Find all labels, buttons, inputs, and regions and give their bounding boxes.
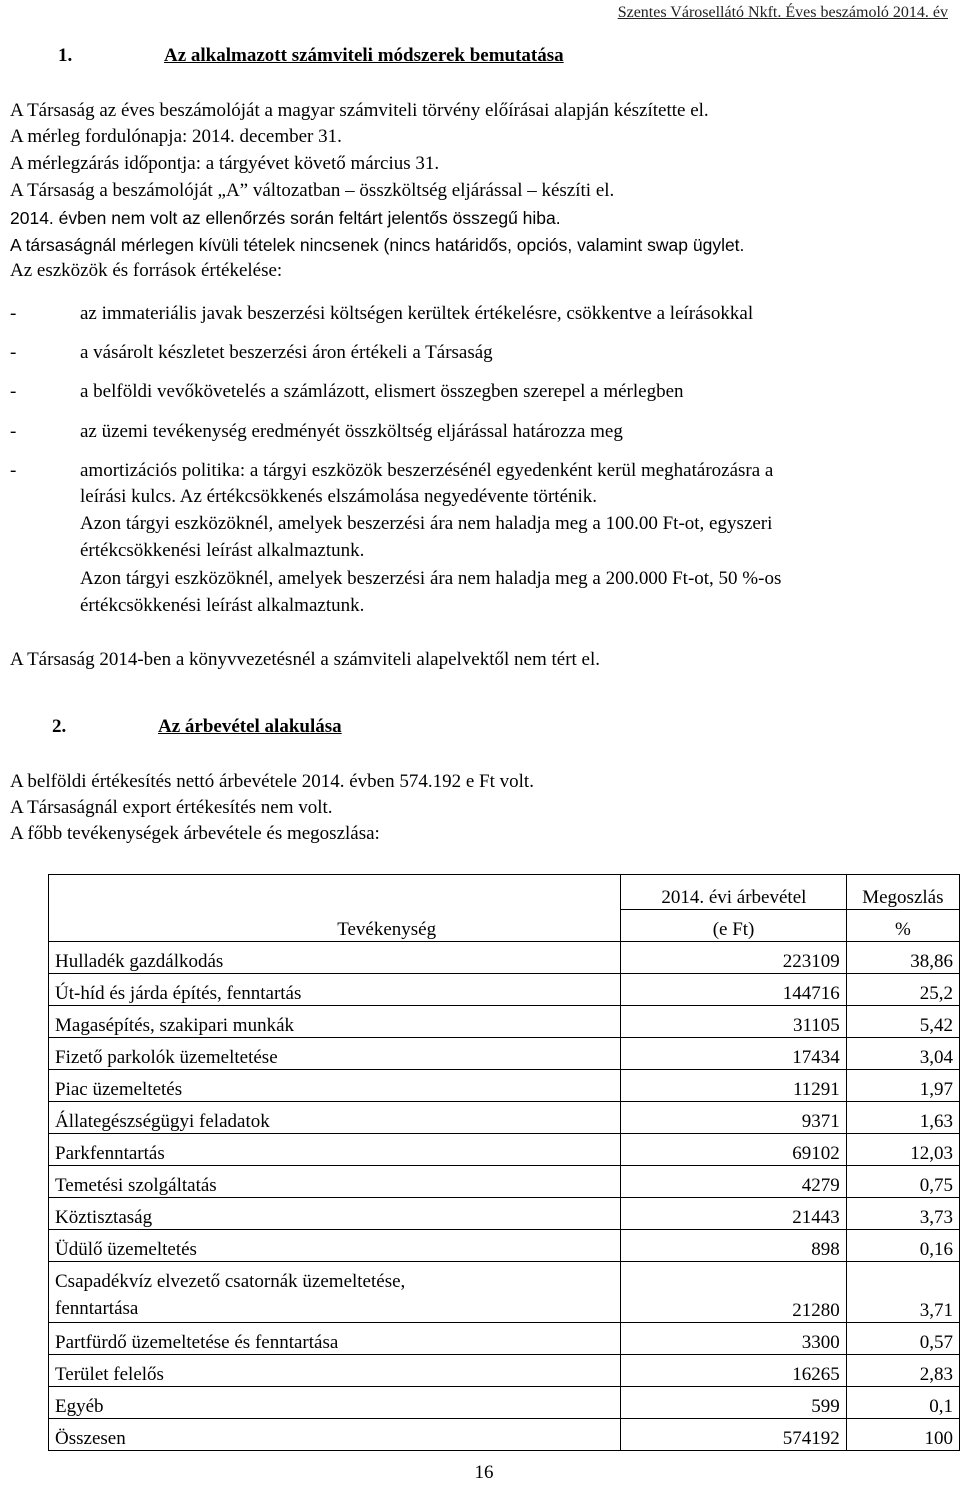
share-value: 2,83 (846, 1355, 959, 1387)
revenue-value: 3300 (621, 1323, 846, 1355)
table-total-row (49, 1419, 960, 1451)
table-row (49, 974, 960, 1006)
bullet-marker: - (10, 421, 17, 442)
revenue-value: 16265 (621, 1355, 846, 1387)
share-value: 3,71 (846, 1262, 959, 1323)
paragraph: A Társaság az éves beszámolóját a magyar számviteli törvény előírásai alapján készítette el. (10, 100, 709, 121)
activity-name: Fizető parkolók üzemeltetése (49, 1038, 621, 1070)
share-value: 100 (846, 1419, 959, 1451)
share-value: 25,2 (846, 974, 959, 1006)
activity-name: Parkfenntartás (49, 1134, 621, 1166)
bullet-item: a vásárolt készletet beszerzési áron értékeli a Társaság (80, 342, 493, 363)
activity-name: Összesen (49, 1419, 621, 1451)
paragraph: A Társaság a beszámolóját „A” változatban – összköltség eljárással – készíti el. (10, 180, 615, 201)
revenue-value: 223109 (621, 942, 846, 974)
section-1-number: 1. (58, 45, 73, 66)
table-header-cell: (e Ft) (621, 910, 846, 942)
share-value: 1,97 (846, 1070, 959, 1102)
revenue-value: 21280 (621, 1262, 846, 1323)
bullet-item: a belföldi vevőkövetelés a számlázott, elismert összegben szerepel a mérlegben (80, 381, 684, 402)
share-value: 38,86 (846, 942, 959, 974)
paragraph: A Társaságnál export értékesítés nem volt. (10, 797, 333, 818)
activity-name: Hulladék gazdálkodás (49, 942, 621, 974)
table-row (49, 1102, 960, 1134)
paragraph: Az eszközök és források értékelése: (10, 260, 283, 281)
revenue-value: 599 (621, 1387, 846, 1419)
activity-name: Üdülő üzemeltetés (49, 1230, 621, 1262)
section-1-heading: Az alkalmazott számviteli módszerek bemutatása (164, 45, 564, 66)
table-row (49, 1355, 960, 1387)
table-row (49, 1198, 960, 1230)
table-row (49, 1262, 960, 1323)
bullet-marker: - (10, 303, 17, 324)
revenue-value: 21443 (621, 1198, 846, 1230)
table-header-cell: Megoszlás (846, 875, 959, 910)
table-header-cell (49, 875, 621, 910)
table-row (49, 1038, 960, 1070)
table-header-cell: % (846, 910, 959, 942)
table-row (49, 942, 960, 974)
revenue-value: 144716 (621, 974, 846, 1006)
activity-name: Temetési szolgáltatás (49, 1166, 621, 1198)
share-value: 3,73 (846, 1198, 959, 1230)
paragraph: A mérleg fordulónapja: 2014. december 31. (10, 126, 342, 147)
activity-name: Út-híd és járda építés, fenntartás (49, 974, 621, 1006)
table-row (49, 1006, 960, 1038)
table-header-cell: Tevékenység (49, 910, 621, 942)
table-row (49, 1070, 960, 1102)
page-number: 16 (474, 1462, 494, 1483)
revenue-table (48, 874, 960, 1451)
bullet-continuation: Azon tárgyi eszközöknél, amelyek beszerzési ára nem haladja meg a 200.000 Ft-ot, 50 %-os (80, 568, 782, 589)
revenue-value: 898 (621, 1230, 846, 1262)
activity-name: Köztisztaság (49, 1198, 621, 1230)
revenue-value: 574192 (621, 1419, 846, 1451)
paragraph: A belföldi értékesítés nettó árbevétele 2014. évben 574.192 e Ft volt. (10, 771, 534, 792)
bullet-marker: - (10, 381, 17, 402)
activity-name-line: Csapadékvíz elvezető csatornák üzemeltetése, (55, 1271, 406, 1292)
table-header-row (49, 910, 960, 942)
table-header-cell: 2014. évi árbevétel (621, 875, 846, 910)
bullet-continuation: értékcsökkenési leírást alkalmaztunk. (80, 540, 365, 561)
paragraph: 2014. évben nem volt az ellenőrzés során feltárt jelentős összegű hiba. (10, 208, 561, 228)
revenue-value: 69102 (621, 1134, 846, 1166)
revenue-value: 31105 (621, 1006, 846, 1038)
table-row (49, 1323, 960, 1355)
bullet-marker: - (10, 460, 17, 481)
section-2-number: 2. (52, 716, 67, 737)
share-value: 0,75 (846, 1166, 959, 1198)
paragraph: A főbb tevékenységek árbevétele és megoszlása: (10, 823, 380, 844)
activity-name-line: fenntartása (55, 1298, 139, 1319)
section-2-heading: Az árbevétel alakulása (158, 716, 342, 737)
share-value: 0,16 (846, 1230, 959, 1262)
bullet-continuation: leírási kulcs. Az értékcsökkenés elszámolása negyedévente történik. (80, 486, 598, 507)
page-header: Szentes Városellátó Nkft. Éves beszámoló 2014. év (617, 4, 948, 21)
revenue-value: 4279 (621, 1166, 846, 1198)
activity-name: Terület felelős (49, 1355, 621, 1387)
revenue-value: 17434 (621, 1038, 846, 1070)
paragraph: A Társaság 2014-ben a könyvvezetésnél a számviteli alapelvektől nem tért el. (10, 649, 601, 670)
table-header-row (49, 875, 960, 910)
bullet-marker: - (10, 342, 17, 363)
share-value: 0,1 (846, 1387, 959, 1419)
bullet-continuation: értékcsökkenési leírást alkalmaztunk. (80, 595, 365, 616)
bullet-continuation: Azon tárgyi eszközöknél, amelyek beszerzési ára nem haladja meg a 100.00 Ft-ot, egyszeri (80, 513, 773, 534)
table-row (49, 1387, 960, 1419)
activity-name: Piac üzemeltetés (49, 1070, 621, 1102)
activity-name: Állategészségügyi feladatok (49, 1102, 621, 1134)
section-2-title (52, 716, 342, 738)
share-value: 3,04 (846, 1038, 959, 1070)
revenue-value: 9371 (621, 1102, 846, 1134)
table-row (49, 1134, 960, 1166)
bullet-item: az immateriális javak beszerzési költségen kerültek értékelésre, csökkentve a leírásokkal (80, 303, 754, 324)
table-row (49, 1166, 960, 1198)
paragraph: A társaságnál mérlegen kívüli tételek nincsenek (nincs határidős, opciós, valamint swap ügylet. (10, 235, 745, 255)
share-value: 12,03 (846, 1134, 959, 1166)
revenue-value: 11291 (621, 1070, 846, 1102)
activity-name: Partfürdő üzemeltetése és fenntartása (49, 1323, 621, 1355)
bullet-item: az üzemi tevékenység eredményét összköltség eljárással határozza meg (80, 421, 623, 442)
share-value: 0,57 (846, 1323, 959, 1355)
share-value: 5,42 (846, 1006, 959, 1038)
table-row (49, 1230, 960, 1262)
section-1-title (58, 45, 564, 67)
paragraph: A mérlegzárás időpontja: a tárgyévet követő március 31. (10, 153, 440, 174)
activity-name: Magasépítés, szakipari munkák (49, 1006, 621, 1038)
activity-name (49, 1262, 621, 1323)
share-value: 1,63 (846, 1102, 959, 1134)
activity-name: Egyéb (49, 1387, 621, 1419)
bullet-item: amortizációs politika: a tárgyi eszközök beszerzésénél egyedenként kerül meghatározásra a (80, 460, 774, 481)
